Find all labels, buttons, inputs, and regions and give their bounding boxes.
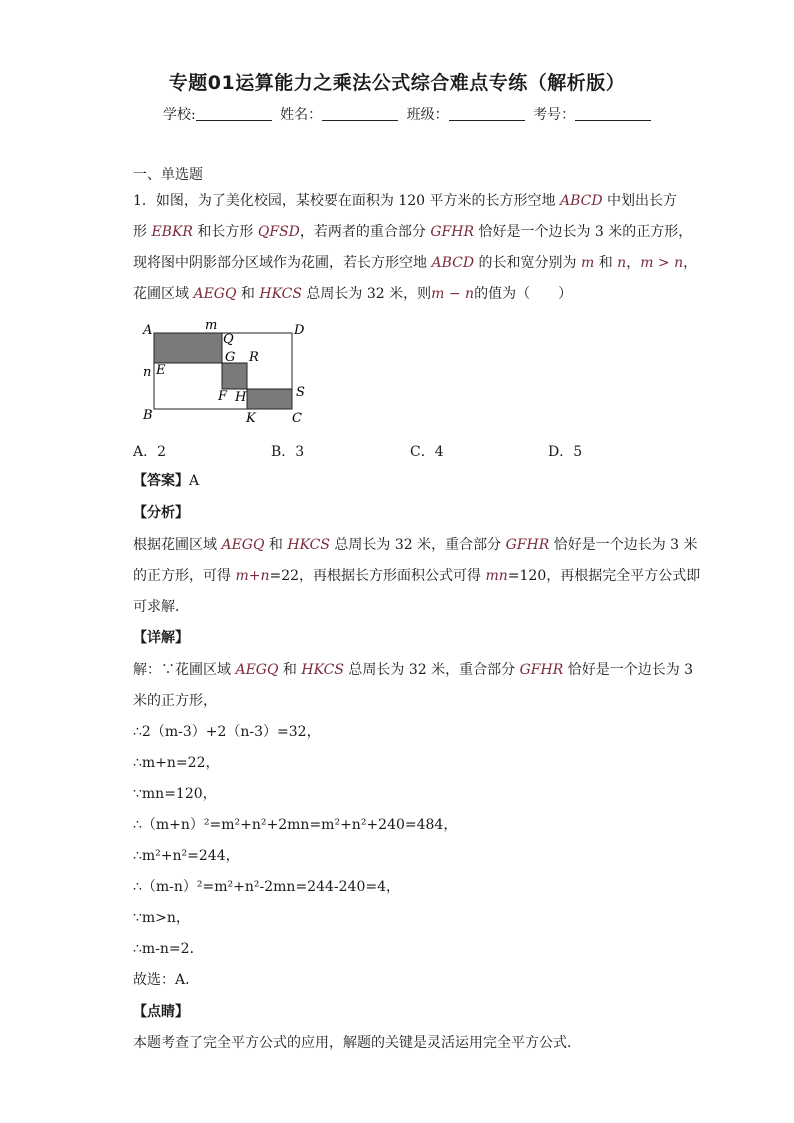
detail-line-1	[133, 660, 693, 680]
q-var: m > n	[640, 255, 684, 271]
q-text: 1．如图，为了美化校园，某校要在面积为 120 平方米的长方形空地	[133, 193, 560, 209]
label-b: B	[143, 408, 153, 423]
q-var: AEGQ	[193, 286, 237, 302]
q-text: ，若两者的重合部分	[299, 224, 431, 240]
shaded-hkcs	[247, 389, 292, 409]
a-text: 和	[264, 537, 288, 553]
q-text: 和	[236, 286, 260, 302]
label-h: H	[235, 390, 247, 405]
a-text: =120，再根据完全平方公式即	[507, 568, 701, 584]
q-var: m − n	[431, 286, 475, 302]
detail-line-6: ∴（m+n）²=m²+n²+2mn=m²+n²+240=484，	[133, 817, 458, 833]
d-var: AEGQ	[235, 662, 279, 678]
q-text: 形	[133, 224, 152, 240]
detail-line-11: 故选：A．	[133, 972, 200, 988]
exam-number-blank[interactable]	[575, 106, 651, 121]
school-blank[interactable]	[196, 106, 272, 121]
d-var: HKCS	[301, 662, 344, 678]
question-line-1	[133, 191, 677, 211]
detail-line-8: ∴（m-n）²=m²+n²-2mn=244-240=4，	[133, 879, 400, 895]
detail-line-10: ∴m-n=2．	[133, 941, 204, 957]
name-label: 姓名：	[280, 107, 323, 123]
label-g: G	[225, 350, 236, 365]
page-title: 专题01运算能力之乘法公式综合难点专练（解析版）	[168, 72, 626, 94]
geometry-figure	[133, 318, 323, 430]
d-text: 恰好是一个边长为 3	[563, 662, 694, 678]
section-heading: 一、单选题	[133, 167, 203, 183]
exam-number-label: 考号：	[533, 107, 576, 123]
class-blank[interactable]	[449, 106, 525, 121]
a-var: HKCS	[287, 537, 330, 553]
answer-label: 【答案】	[133, 473, 189, 489]
q-var: m	[580, 255, 595, 271]
label-n: n	[143, 365, 152, 380]
analysis-line-1	[133, 535, 698, 555]
label-m: m	[205, 318, 218, 333]
q-var: GFHR	[430, 224, 474, 240]
a-text: 恰好是一个边长为 3 米	[549, 537, 698, 553]
q-var: EBKR	[151, 224, 193, 240]
detail-line-7: ∴m²+n²=244，	[133, 848, 240, 864]
detail-line-3: ∴2（m-3）+2（n-3）=32，	[133, 724, 321, 740]
q-text: 总周长为 32 米，则	[301, 286, 432, 302]
question-line-4	[133, 284, 572, 304]
answer-value: A	[189, 473, 200, 489]
detail-label: 【详解】	[133, 630, 189, 646]
a-var: AEGQ	[221, 537, 265, 553]
q-text: 恰好是一个边长为 3 米的正方形，	[474, 224, 693, 240]
detail-line-9: ∵m>n，	[133, 910, 190, 926]
a-text: 的正方形，可得	[133, 568, 236, 584]
comment-text: 本题考查了完全平方公式的应用，解题的关键是灵活运用完全平方公式．	[133, 1035, 581, 1051]
analysis-line-3: 可求解．	[133, 599, 189, 615]
label-e: E	[156, 363, 166, 378]
q-text: 花圃区域	[133, 286, 194, 302]
detail-line-5: ∵mn=120，	[133, 786, 217, 802]
class-label: 班级：	[406, 107, 449, 123]
label-d: D	[294, 323, 305, 338]
q-var: QFSD	[257, 224, 300, 240]
shaded-gfhr	[222, 363, 247, 389]
choice-c[interactable]: C．4	[410, 444, 444, 460]
label-k: K	[246, 411, 256, 426]
q-var: HKCS	[259, 286, 302, 302]
choice-d[interactable]: D．5	[548, 444, 583, 460]
question-line-3	[133, 253, 697, 273]
choice-b[interactable]: B．3	[271, 444, 305, 460]
q-text: 的长和宽分别为	[474, 255, 581, 271]
d-var: GFHR	[519, 662, 564, 678]
q-var: ABCD	[559, 193, 603, 209]
q-var: ABCD	[431, 255, 475, 271]
label-c: C	[292, 411, 302, 426]
q-text: ，	[683, 255, 698, 271]
detail-line-4: ∴m+n=22，	[133, 755, 220, 771]
a-var: mn	[485, 568, 508, 584]
q-var: n	[617, 255, 627, 271]
shaded-aegq	[154, 333, 222, 363]
a-text: =22，再根据长方形面积公式可得	[269, 568, 486, 584]
analysis-line-2	[133, 566, 700, 586]
answer-line	[133, 471, 199, 491]
q-text: 的值为（ ）	[474, 286, 573, 302]
student-info-line	[163, 104, 655, 124]
a-text: 总周长为 32 米，重合部分	[329, 537, 506, 553]
name-blank[interactable]	[322, 106, 398, 121]
label-q: Q	[223, 332, 234, 347]
detail-line-2: 米的正方形，	[133, 693, 217, 709]
q-text: 和长方形	[192, 224, 258, 240]
choice-a[interactable]: A．2	[133, 444, 167, 460]
d-text: 和	[278, 662, 302, 678]
q-text: 和	[594, 255, 618, 271]
q-text: 现将图中阴影部分区域作为花圃，若长方形空地	[133, 255, 432, 271]
question-line-2	[133, 222, 692, 242]
q-text: 中划出长方	[602, 193, 678, 209]
label-s: S	[296, 385, 305, 400]
d-text: 总周长为 32 米，重合部分	[343, 662, 520, 678]
d-text: 解：∵花圃区域	[133, 662, 236, 678]
comment-label: 【点睛】	[133, 1004, 189, 1020]
label-f: F	[218, 389, 228, 404]
q-text: ，	[626, 255, 641, 271]
school-label: 学校:	[163, 107, 196, 123]
label-a: A	[143, 323, 153, 338]
a-var: m+n	[235, 568, 270, 584]
analysis-label: 【分析】	[133, 505, 189, 521]
label-r: R	[249, 350, 259, 365]
a-var: GFHR	[505, 537, 550, 553]
a-text: 根据花圃区域	[133, 537, 222, 553]
